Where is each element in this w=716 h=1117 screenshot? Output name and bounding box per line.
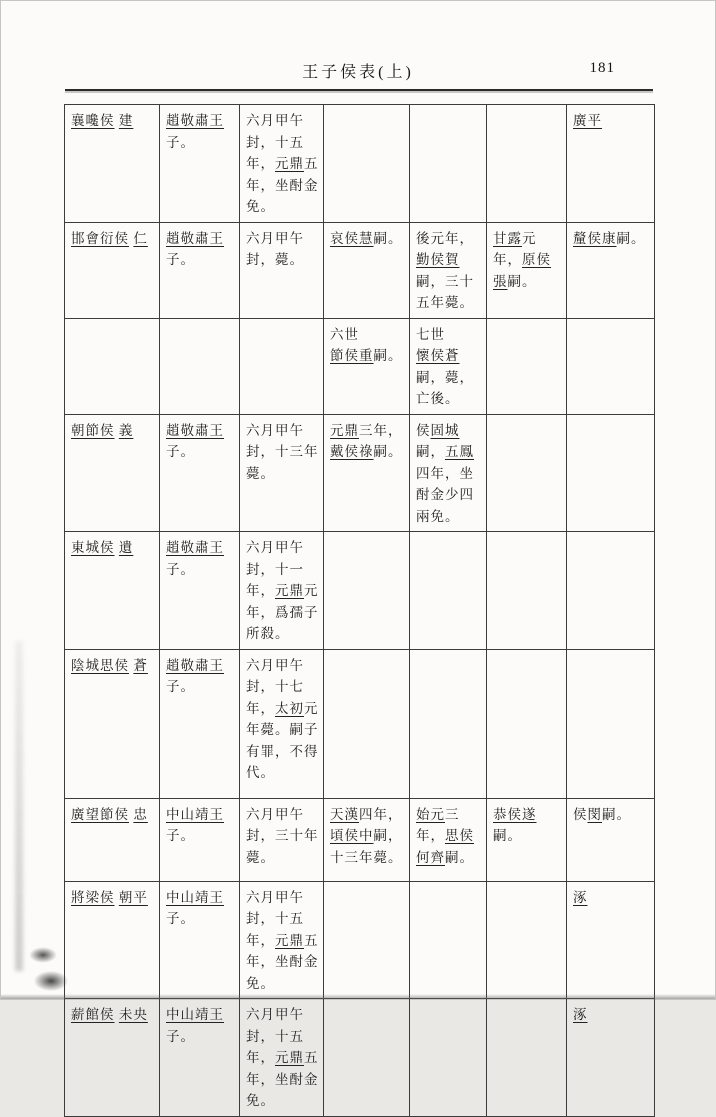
table-cell xyxy=(240,318,324,414)
table-cell xyxy=(324,999,410,1117)
table-cell: 趙敬肅王子。 xyxy=(160,414,240,532)
table-cell xyxy=(324,532,410,650)
table-cell: 朝節侯 義 xyxy=(65,414,160,532)
page-number: 181 xyxy=(589,60,615,76)
table-cell: 六月甲午封，十一年，元鼎元年，爲孺子所殺。 xyxy=(240,532,324,650)
table-cell: 七世 懷侯蒼嗣，薨，亡後。 xyxy=(410,318,487,414)
scan-artifact xyxy=(34,971,68,991)
table-cell: 六月甲午封，十五年，元鼎五年，坐酎金免。 xyxy=(240,105,324,223)
table-cell: 六月甲午封，十三年薨。 xyxy=(240,414,324,532)
table-cell xyxy=(487,318,567,414)
table-cell xyxy=(65,318,160,414)
table-cell: 趙敬肅王子。 xyxy=(160,649,240,798)
table-cell: 釐侯康嗣。 xyxy=(567,222,655,318)
table-cell: 廣望節侯 忠 xyxy=(65,798,160,881)
table-cell: 襄嚵侯 建 xyxy=(65,105,160,223)
table-row xyxy=(65,798,655,881)
table-body xyxy=(65,105,655,1117)
running-title: 王子侯表(上) xyxy=(302,64,414,81)
table-cell: 侯固城嗣，五鳳四年，坐酎金少四兩免。 xyxy=(410,414,487,532)
table-cell xyxy=(324,105,410,223)
table-cell xyxy=(410,999,487,1117)
table-cell xyxy=(410,649,487,798)
table-cell: 邯會衍侯 仁 xyxy=(65,222,160,318)
table-row xyxy=(65,414,655,532)
table-cell: 恭侯遂嗣。 xyxy=(487,798,567,881)
table-cell: 六月甲午封，十七年，太初元年薨。嗣子有罪，不得代。 xyxy=(240,649,324,798)
table-cell: 侯閔嗣。 xyxy=(567,798,655,881)
table-cell: 六月甲午封，十五年，元鼎五年，坐酎金免。 xyxy=(240,999,324,1117)
table-cell: 趙敬肅王子。 xyxy=(160,532,240,650)
table-cell: 涿 xyxy=(567,999,655,1117)
table-row xyxy=(65,532,655,650)
scan-artifact xyxy=(29,947,57,963)
table-cell: 薪館侯 未央 xyxy=(65,999,160,1117)
table-cell xyxy=(487,999,567,1117)
table-row xyxy=(65,105,655,223)
table-cell xyxy=(487,881,567,999)
table-row xyxy=(65,222,655,318)
table-cell xyxy=(410,532,487,650)
table-cell: 中山靖王子。 xyxy=(160,881,240,999)
record-table xyxy=(64,104,655,1117)
table-cell: 六月甲午封，三十年薨。 xyxy=(240,798,324,881)
table-cell xyxy=(487,532,567,650)
table-cell: 將梁侯 朝平 xyxy=(65,881,160,999)
table-row xyxy=(65,649,655,798)
table-cell: 天漢四年，頃侯中嗣，十三年薨。 xyxy=(324,798,410,881)
table-cell: 元鼎三年，戴侯祿嗣。 xyxy=(324,414,410,532)
table-cell: 哀侯慧嗣。 xyxy=(324,222,410,318)
table-cell: 涿 xyxy=(567,881,655,999)
table-cell: 中山靖王子。 xyxy=(160,999,240,1117)
table-cell: 東城侯 遺 xyxy=(65,532,160,650)
table-cell: 趙敬肅王子。 xyxy=(160,222,240,318)
table-cell xyxy=(487,414,567,532)
table-cell xyxy=(410,105,487,223)
table-cell xyxy=(567,414,655,532)
table-row xyxy=(65,318,655,414)
table-cell: 六世 節侯重嗣。 xyxy=(324,318,410,414)
table-cell: 六月甲午封，薨。 xyxy=(240,222,324,318)
table-cell: 六月甲午封，十五年，元鼎五年，坐酎金免。 xyxy=(240,881,324,999)
table-cell: 陰城思侯 蒼 xyxy=(65,649,160,798)
scan-bottom-edge xyxy=(1,994,715,999)
table-cell xyxy=(487,105,567,223)
table-cell: 後元年，勤侯賀嗣，三十五年薨。 xyxy=(410,222,487,318)
table-cell: 趙敬肅王子。 xyxy=(160,105,240,223)
table-cell: 始元三年，思侯何齊嗣。 xyxy=(410,798,487,881)
header-rule xyxy=(65,89,653,91)
table-cell xyxy=(487,649,567,798)
table-cell: 中山靖王子。 xyxy=(160,798,240,881)
table-cell xyxy=(160,318,240,414)
table-cell xyxy=(567,649,655,798)
scan-gutter-shade xyxy=(15,641,23,971)
table-cell xyxy=(324,881,410,999)
table-row xyxy=(65,881,655,999)
table-cell xyxy=(324,649,410,798)
table-cell xyxy=(567,532,655,650)
table-cell: 廣平 xyxy=(567,105,655,223)
table-cell: 甘露元年，原侯張嗣。 xyxy=(487,222,567,318)
table-cell xyxy=(410,881,487,999)
table-row xyxy=(65,999,655,1117)
table-cell xyxy=(567,318,655,414)
